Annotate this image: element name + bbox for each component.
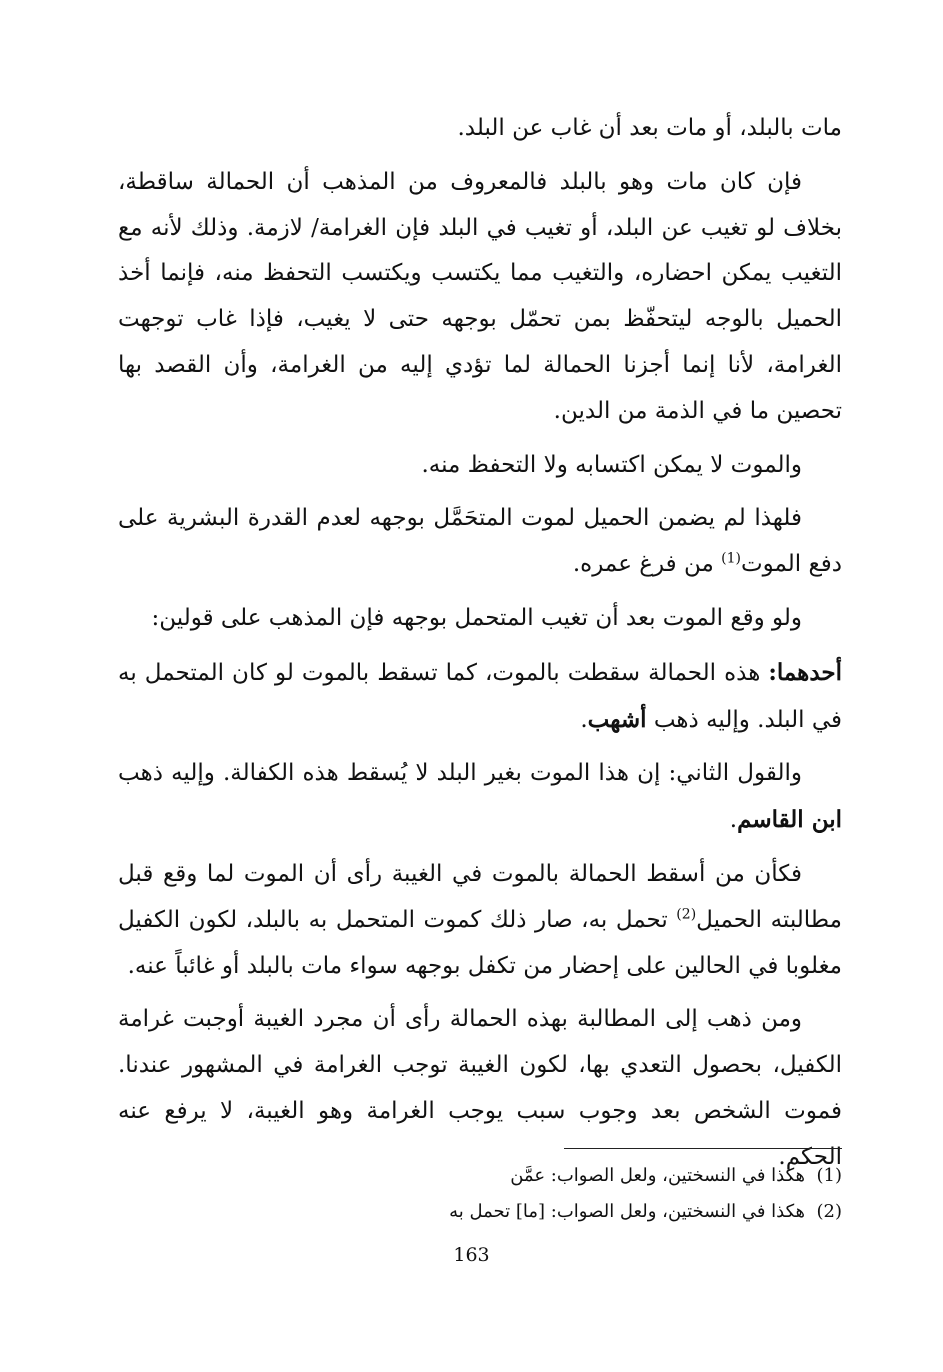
paragraph-5: ولو وقع الموت بعد أن تغيب المتحمل بوجهه فإن المذهب على قولين: — [151, 604, 802, 631]
paragraph-7: والقول الثاني: إن هذا الموت بغير البلد لا يُسقط هذه الكفالة. وإليه ذهب ابن القاسم. — [118, 760, 842, 834]
footnote-ref-1: (1) — [721, 550, 741, 567]
scholar-name: أشهب — [587, 705, 647, 733]
page-number: 163 — [453, 1244, 490, 1266]
paragraph-8: فكأن من أسقط الحمالة بالموت في الغيبة رأى أن الموت لما وقع قبل مطالبته الحميل$^{(2)}$ تحمل به، صار ذلك كموت المتحمل به بالبلد، لكون الكفيل مغلوبا في الحالين على إحضار من تكفل بوجهه سواء مات بالبلد أو غائباً عنه. — [118, 860, 842, 979]
footnote-2: (2) هكذا في النسختين، ولعل الصواب: [ما] تحمل به — [449, 1201, 842, 1222]
paragraph-1: مات بالبلد، أو مات بعد أن غاب عن البلد. — [457, 115, 842, 141]
paragraph-6: أحدهما: هذه الحمالة سقطت بالموت، كما تسقط بالموت لو كان المتحمل به في البلد. وإليه ذهب أشهب. — [118, 658, 842, 733]
paragraph-9: ومن ذهب إلى المطالبة بهذه الحمالة رأى أن مجرد الغيبة أوجبت غرامة الكفيل، بحصول التعدي بها، لكون الغيبة توجب الغرامة في المشهور عندنا. فموت الشخص بعد وجوب سبب يوجب الغرامة وهو الغيبة، لا يرفع عنه الحكم. — [118, 1006, 842, 1170]
paragraph-4: فلهذا لم يضمن الحميل لموت المتحَمَّل بوجهه لعدم القدرة البشرية على دفع الموت$^{(1)}$ من فرغ عمره. — [118, 505, 842, 578]
body-text — [118, 106, 842, 1189]
paragraph-3: والموت لا يمكن اكتسابه ولا التحفظ منه. — [421, 451, 802, 478]
footnote-ref-2: (2) — [676, 906, 697, 923]
paragraph-2: فإن كان مات وهو بالبلد فالمعروف من المذهب أن الحمالة ساقطة، بخلاف لو تغيب عن البلد، أو تغيب في البلد فإن الغرامة/ لازمة. وذلك لأنه مع التغيب يمكن احضاره، والتغيب مما يكتسب ويكتسب التحفظ منه، فإنما أخذ الحميل بالوجه ليتحفّظ بمن تحمّل بوجهه حتى لا يغيب، فإذا غاب توجهت الغرامة، لأنا إنما أجزنا الحمالة لما تؤدي إليه من الغرامة، وأن القصد بها تحصين ما في الذمة من الدين. — [118, 168, 842, 424]
scholar-name: ابن القاسم — [737, 806, 842, 834]
footnote-1: (1) هكذا في النسختين، ولعل الصواب: عمَّن — [510, 1165, 842, 1186]
footnote-divider — [564, 1148, 842, 1149]
first-opinion-label: أحدهما: — [768, 658, 842, 686]
footnotes — [300, 1158, 842, 1230]
